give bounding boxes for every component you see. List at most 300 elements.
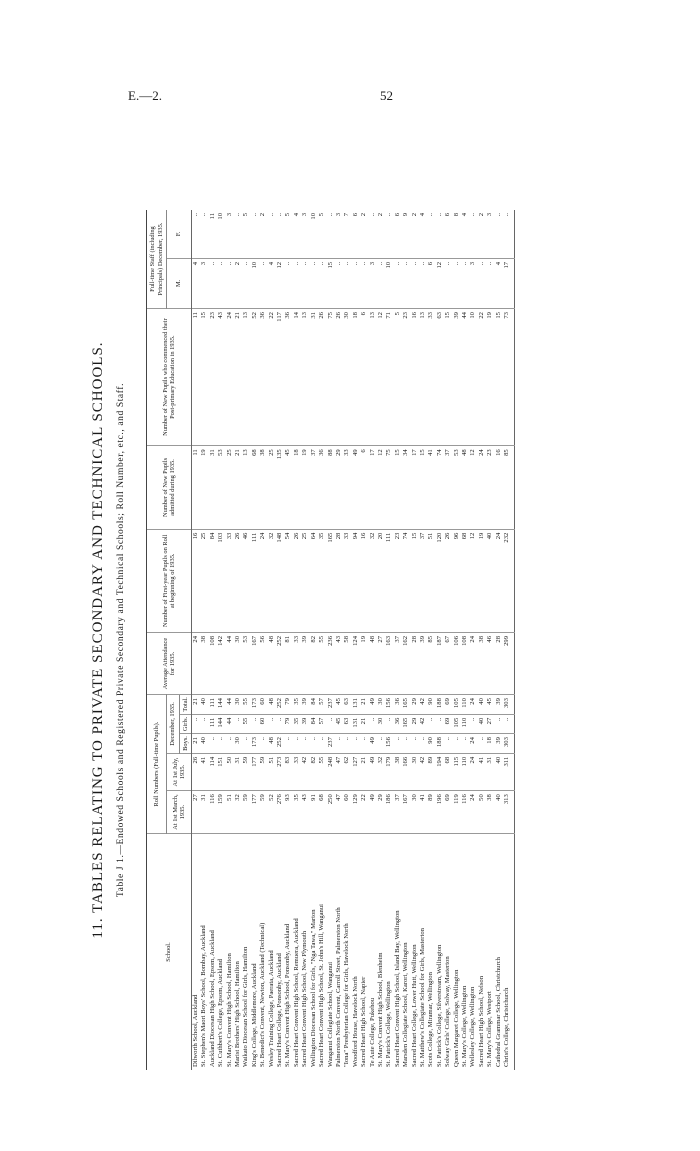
first-year-cell: 103 (217, 529, 225, 632)
dec-total-cell: 45 (486, 695, 494, 715)
roll-march-cell: 47 (335, 791, 343, 834)
staff-f-cell: 11 (209, 210, 217, 258)
dec-total-cell: 49 (369, 695, 377, 715)
attendance-cell: 44 (226, 632, 234, 694)
roll-july-cell: 59 (259, 753, 267, 790)
first-year-cell: 15 (411, 529, 419, 632)
roll-july-cell: 38 (394, 753, 402, 790)
first-year-cell: 32 (369, 529, 377, 632)
first-year-cell: 19 (478, 529, 486, 632)
dec-total-cell: 69 (444, 695, 452, 715)
table-row (444, 210, 452, 1070)
staff-m-cell: .. (419, 258, 427, 308)
dec-boys-cell: .. (242, 734, 250, 754)
table-subtitle: Table J 1.—Endowed Schools and Registered Private Secondary and Technical Schools; Roll Number, etc., and Staff. (116, 382, 126, 898)
roll-july-cell: 30 (411, 753, 419, 790)
new-pupils-cell: 25 (268, 446, 276, 529)
dec-girls-cell: .. (251, 714, 259, 733)
dec-total-cell: 39 (301, 695, 309, 715)
post-primary-cell: 26 (335, 309, 343, 446)
dec-boys-cell: 156 (385, 734, 393, 754)
attendance-cell: 39 (301, 632, 309, 694)
school-name-cell: St. Mary's Convent High School, Hamilton (225, 953, 233, 1067)
staff-f-cell: 10 (310, 210, 318, 258)
table-row (251, 210, 259, 1070)
header-staff-m: M. (167, 258, 192, 308)
new-pupils-cell: 12 (377, 446, 385, 529)
roll-march-cell: 40 (495, 791, 503, 834)
school-name-cell: Sacred Heart College, Ponsonby, Auckland (276, 953, 284, 1067)
dec-girls-cell: .. (503, 714, 515, 733)
dec-total-cell: 40 (478, 695, 486, 715)
dec-girls-cell: 63 (343, 714, 351, 733)
roll-march-cell: 29 (377, 791, 385, 834)
table-row (402, 210, 410, 1070)
dec-boys-cell: .. (259, 734, 267, 754)
first-year-cell: 33 (343, 529, 351, 632)
new-pupils-cell: 37 (444, 446, 452, 529)
school-name-cell: St. Benedict's Convent, Newton, Auckland (Technical) (259, 922, 267, 1067)
roll-july-cell: 89 (427, 753, 435, 790)
table-row (453, 210, 461, 1070)
roll-march-cell: 68 (318, 791, 326, 834)
roll-july-cell: 32 (377, 753, 385, 790)
staff-f-cell: 6 (352, 210, 360, 258)
staff-f-cell: 7 (343, 210, 351, 258)
roll-july-cell: 31 (234, 753, 242, 790)
post-primary-cell: 26 (318, 309, 326, 446)
attendance-cell: 37 (394, 632, 402, 694)
dec-girls-cell: 39 (301, 714, 309, 733)
dec-total-cell: 44 (226, 695, 234, 715)
dec-girls-cell: 21 (360, 714, 368, 733)
dec-boys-cell: 90 (427, 734, 435, 754)
school-name-cell: St. Cuthbert's College, Epsom, Auckland (217, 959, 225, 1067)
dec-boys-cell: 252 (276, 734, 284, 754)
dec-girls-cell: 42 (419, 714, 427, 733)
first-year-cell: 51 (427, 529, 435, 632)
table-row (394, 210, 402, 1070)
post-primary-cell: 31 (310, 309, 318, 446)
staff-m-cell: 4 (192, 258, 201, 308)
roll-march-cell: 276 (276, 791, 284, 834)
post-primary-cell: 5 (394, 309, 402, 446)
staff-f-cell: .. (436, 210, 444, 258)
dec-total-cell: 79 (284, 695, 292, 715)
staff-m-cell: 3 (469, 258, 477, 308)
staff-m-cell: .. (478, 258, 486, 308)
school-name-cell: Sacred Heart College, Lower Hutt, Wellington (410, 944, 418, 1067)
first-year-cell: 94 (352, 529, 360, 632)
dec-total-cell: 30 (234, 695, 242, 715)
dec-girls-cell: 45 (335, 714, 343, 733)
dec-boys-cell: 173 (251, 734, 259, 754)
dec-girls-cell: 57 (318, 714, 326, 733)
dec-total-cell: 252 (276, 695, 284, 715)
staff-m-cell: .. (293, 258, 301, 308)
dec-boys-cell: .. (360, 734, 368, 754)
attendance-cell: 48 (268, 632, 276, 694)
first-year-cell: 25 (301, 529, 309, 632)
school-name-cell: King's College, Middlemore, Auckland (250, 963, 258, 1067)
new-pupils-cell: 15 (419, 446, 427, 529)
attendance-cell: 28 (495, 632, 503, 694)
first-year-cell: 28 (335, 529, 343, 632)
post-primary-cell: 117 (276, 309, 284, 446)
roll-march-cell: 22 (360, 791, 368, 834)
staff-f-cell: .. (268, 210, 276, 258)
new-pupils-cell: 11 (192, 446, 201, 529)
roll-july-cell: 47 (335, 753, 343, 790)
new-pupils-cell: 41 (427, 446, 435, 529)
header-post-primary: Number of New Pupils who commenced their Post-primary Education in 1935. (147, 309, 192, 446)
roll-july-cell: 248 (327, 753, 335, 790)
table-row (310, 210, 318, 1070)
dec-total-cell: 35 (293, 695, 301, 715)
dec-boys-cell: 237 (327, 734, 335, 754)
attendance-cell: 162 (402, 632, 410, 694)
dec-girls-cell: 30 (377, 714, 385, 733)
roll-july-cell: 55 (318, 753, 326, 790)
roll-july-cell: 49 (369, 753, 377, 790)
first-year-cell: 37 (419, 529, 427, 632)
attendance-cell: 27 (377, 632, 385, 694)
post-primary-cell: 39 (453, 309, 461, 446)
post-primary-cell: 15 (200, 309, 208, 446)
dec-total-cell: 156 (385, 695, 393, 715)
dec-total-cell: 90 (427, 695, 435, 715)
dec-girls-cell: 131 (352, 714, 360, 733)
table-row (352, 210, 360, 1070)
staff-f-cell: 2 (259, 210, 267, 258)
staff-f-cell: 2 (478, 210, 486, 258)
table-row (503, 210, 515, 1070)
staff-m-cell: .. (360, 258, 368, 308)
roll-march-cell: 38 (486, 791, 494, 834)
dec-total-cell: 30 (377, 695, 385, 715)
post-primary-cell: 15 (495, 309, 503, 446)
attendance-cell: 299 (503, 632, 515, 694)
first-year-cell: 33 (226, 529, 234, 632)
staff-m-cell: 12 (276, 258, 284, 308)
roll-march-cell: 59 (259, 791, 267, 834)
roll-july-cell: 26 (192, 753, 201, 790)
staff-f-cell: .. (200, 210, 208, 258)
attendance-cell: 108 (209, 632, 217, 694)
dec-total-cell: 237 (327, 695, 335, 715)
dec-girls-cell: 27 (486, 714, 494, 733)
staff-f-cell: 4 (419, 210, 427, 258)
staff-m-cell: .. (217, 258, 225, 308)
dec-boys-cell: 30 (234, 734, 242, 754)
new-pupils-cell: 17 (369, 446, 377, 529)
staff-f-cell: 10 (217, 210, 225, 258)
dec-total-cell: 40 (200, 695, 208, 715)
school-name-cell: St. Mary's College, Wellington (461, 985, 468, 1067)
roll-july-cell: 127 (352, 753, 360, 790)
roll-july-cell: 42 (301, 753, 309, 790)
school-name-cell: St. Mary's Convent High School, Blenheim (376, 952, 384, 1067)
dec-girls-cell: 110 (461, 714, 469, 733)
dec-boys-cell: .. (461, 734, 469, 754)
roll-march-cell: 60 (343, 791, 351, 834)
staff-m-cell: .. (377, 258, 385, 308)
new-pupils-cell: 33 (343, 446, 351, 529)
post-primary-cell: 24 (226, 309, 234, 446)
header-staff-f: F. (167, 210, 192, 258)
new-pupils-cell: 12 (469, 446, 477, 529)
roll-march-cell: 93 (284, 791, 292, 834)
roll-march-cell: 177 (251, 791, 259, 834)
first-year-cell: 24 (495, 529, 503, 632)
roll-march-cell: 43 (301, 791, 309, 834)
dec-total-cell: 165 (402, 695, 410, 715)
attendance-cell: 56 (259, 632, 267, 694)
dec-girls-cell: .. (469, 714, 477, 733)
first-year-cell: 165 (327, 529, 335, 632)
table-row (419, 210, 427, 1070)
staff-f-cell: 2 (360, 210, 368, 258)
dec-girls-cell: 35 (293, 714, 301, 733)
dec-girls-cell: .. (385, 714, 393, 733)
staff-f-cell: .. (469, 210, 477, 258)
roll-july-cell: 83 (284, 753, 292, 790)
dec-girls-cell: .. (436, 714, 444, 733)
header-girls: Girls. (179, 714, 192, 733)
staff-f-cell: 2 (377, 210, 385, 258)
roll-july-cell: 41 (478, 753, 486, 790)
post-primary-cell: 22 (268, 309, 276, 446)
new-pupils-cell: 16 (495, 446, 503, 529)
new-pupils-cell: 45 (284, 446, 292, 529)
staff-f-cell: 5 (242, 210, 250, 258)
dec-total-cell: 144 (217, 695, 225, 715)
new-pupils-cell: 48 (461, 446, 469, 529)
roll-july-cell: 21 (360, 753, 368, 790)
new-pupils-cell: 53 (217, 446, 225, 529)
dec-girls-cell: .. (327, 714, 335, 733)
first-year-cell: 32 (268, 529, 276, 632)
dec-total-cell: 111 (209, 695, 217, 715)
roll-july-cell: 24 (469, 753, 477, 790)
dec-girls-cell: 29 (411, 714, 419, 733)
attendance-cell: 46 (486, 632, 494, 694)
roll-july-cell: 311 (503, 753, 515, 790)
school-name-cell: St. Matthew's Collegiate School for Girls, Masterton (418, 928, 426, 1067)
attendance-cell: 81 (284, 632, 292, 694)
school-name-cell: Marsden Collegiate School, Karori, Wellington (402, 942, 410, 1067)
school-name-cell: Sacred Heart High School, Nelson (477, 975, 485, 1067)
dec-total-cell: 173 (251, 695, 259, 715)
school-name-cell: Cathedral Grammar School, Christchurch (494, 957, 502, 1067)
attendance-cell: 43 (335, 632, 343, 694)
first-year-cell: 111 (385, 529, 393, 632)
dec-boys-cell: 40 (200, 734, 208, 754)
table-row (486, 210, 494, 1070)
roll-march-cell: 186 (385, 791, 393, 834)
attendance-cell: 106 (453, 632, 461, 694)
post-primary-cell: 63 (436, 309, 444, 446)
table-row (276, 210, 284, 1070)
dec-girls-cell: 84 (310, 714, 318, 733)
dec-boys-cell: 49 (369, 734, 377, 754)
table-row (200, 210, 208, 1070)
staff-f-cell: 4 (461, 210, 469, 258)
roll-march-cell: 51 (226, 791, 234, 834)
dec-girls-cell: .. (495, 714, 503, 733)
dec-boys-cell: .. (453, 734, 461, 754)
school-name-cell: Auckland Diocesan High School, Epsom, Auckland (208, 930, 216, 1067)
roll-march-cell: 37 (394, 791, 402, 834)
dec-boys-cell: .. (402, 734, 410, 754)
table-row (461, 210, 469, 1070)
school-name-cell: Wesley Training College, Paerata, Auckland (267, 950, 275, 1067)
dec-boys-cell: .. (318, 734, 326, 754)
new-pupils-cell: 19 (200, 446, 208, 529)
dec-boys-cell: .. (411, 734, 419, 754)
table-row (192, 210, 201, 1070)
roll-july-cell: 68 (444, 753, 452, 790)
school-name-cell: Sacred Heart Convent High School, New Plymouth (301, 930, 309, 1067)
first-year-cell: 64 (310, 529, 318, 632)
dec-boys-cell: 18 (486, 734, 494, 754)
first-year-cell: 46 (242, 529, 250, 632)
staff-f-cell: .. (234, 210, 242, 258)
dec-boys-cell: .. (301, 734, 309, 754)
roll-march-cell: 27 (192, 791, 201, 834)
attendance-cell: 124 (352, 632, 360, 694)
school-name-cell: Marist Brothers' High School, Hamilton (234, 961, 242, 1067)
school-name-cell: Te Aute College, Pukehou (368, 997, 376, 1067)
dec-boys-cell: .. (394, 734, 402, 754)
staff-f-cell: 8 (453, 210, 461, 258)
new-pupils-cell: 74 (436, 446, 444, 529)
dec-girls-cell: 40 (478, 714, 486, 733)
post-primary-cell: 33 (427, 309, 435, 446)
dec-boys-cell: .. (419, 734, 427, 754)
table-row (301, 210, 309, 1070)
dec-girls-cell: 60 (259, 714, 267, 733)
staff-m-cell: .. (352, 258, 360, 308)
first-year-cell: 111 (251, 529, 259, 632)
roll-july-cell: 194 (436, 753, 444, 790)
staff-f-cell: 6 (394, 210, 402, 258)
post-primary-cell: 23 (209, 309, 217, 446)
table-row (318, 210, 326, 1070)
staff-f-cell: 3 (301, 210, 309, 258)
new-pupils-cell: 36 (318, 446, 326, 529)
roll-march-cell: 119 (453, 791, 461, 834)
new-pupils-cell: 18 (293, 446, 301, 529)
dec-total-cell: 21 (192, 695, 201, 715)
new-pupils-cell: 88 (327, 446, 335, 529)
header-new-pupils: Number of New Pupils admitted during 1935. (147, 446, 192, 529)
staff-f-cell: .. (327, 210, 335, 258)
roll-march-cell: 69 (444, 791, 452, 834)
roll-july-cell: 31 (486, 753, 494, 790)
first-year-cell: 120 (436, 529, 444, 632)
dec-boys-cell: .. (293, 734, 301, 754)
staff-f-cell: 2 (411, 210, 419, 258)
new-pupils-cell: 68 (251, 446, 259, 529)
new-pupils-cell: 19 (301, 446, 309, 529)
staff-m-cell: .. (310, 258, 318, 308)
table-row (369, 210, 377, 1070)
post-primary-cell: 23 (402, 309, 410, 446)
first-year-cell: 68 (461, 529, 469, 632)
staff-f-cell: 6 (444, 210, 452, 258)
dec-girls-cell: .. (427, 714, 435, 733)
roll-july-cell: 41 (200, 753, 208, 790)
roll-march-cell: 32 (234, 791, 242, 834)
attendance-cell: 236 (327, 632, 335, 694)
staff-f-cell: .. (503, 210, 515, 258)
school-name-cell: Sacred Heart Convent High School, Remuera, Auckland (292, 918, 300, 1067)
attendance-cell: 28 (411, 632, 419, 694)
post-primary-cell: 44 (461, 309, 469, 446)
staff-f-cell: 3 (335, 210, 343, 258)
header-first-year: Number of First-year Pupils on Roll at beginning of 1935. (147, 529, 192, 632)
staff-f-cell: .. (427, 210, 435, 258)
dec-total-cell: 48 (268, 695, 276, 715)
staff-f-cell: .. (495, 210, 503, 258)
roll-march-cell: 49 (369, 791, 377, 834)
first-year-cell: 26 (234, 529, 242, 632)
staff-m-cell: .. (209, 258, 217, 308)
dec-girls-cell: .. (276, 714, 284, 733)
new-pupils-cell: 23 (486, 446, 494, 529)
staff-m-cell: .. (284, 258, 292, 308)
school-name-cell: Dilworth School, Auckland (192, 994, 199, 1067)
first-year-cell: 96 (453, 529, 461, 632)
attendance-cell: 67 (444, 632, 452, 694)
new-pupils-cell: 29 (335, 446, 343, 529)
first-year-cell: 25 (200, 529, 208, 632)
first-year-cell: 26 (444, 529, 452, 632)
school-name-cell: Solway Girls' College, Solway, Masterton (444, 956, 452, 1067)
attendance-cell: 55 (318, 632, 326, 694)
dec-total-cell: 188 (436, 695, 444, 715)
attendance-cell: 53 (242, 632, 250, 694)
staff-m-cell: .. (242, 258, 250, 308)
table-row (478, 210, 486, 1070)
staff-f-cell: .. (192, 210, 201, 258)
school-name-cell: Scots College, Miramar, Wellington (427, 972, 435, 1067)
post-primary-cell: 13 (242, 309, 250, 446)
roll-march-cell: 250 (327, 791, 335, 834)
school-name-cell: St. Mary's College, Westport (486, 991, 494, 1067)
new-pupils-cell: 15 (394, 446, 402, 529)
roll-march-cell: 129 (352, 791, 360, 834)
school-name-cell: Woodford House, Havelock North (351, 976, 359, 1067)
post-primary-cell: 16 (411, 309, 419, 446)
post-primary-cell: 36 (284, 309, 292, 446)
school-name-cell: St. Patrick's College, Silverstream, Wellington (435, 944, 443, 1067)
first-year-cell: 84 (209, 529, 217, 632)
post-primary-cell: 15 (444, 309, 452, 446)
new-pupils-cell: 49 (352, 446, 360, 529)
table-row (469, 210, 477, 1070)
staff-m-cell: 10 (385, 258, 393, 308)
table-row (293, 210, 301, 1070)
staff-m-cell: .. (402, 258, 410, 308)
dec-total-cell: 21 (360, 695, 368, 715)
first-year-cell: 74 (402, 529, 410, 632)
attendance-cell: 252 (276, 632, 284, 694)
post-primary-cell: 71 (385, 309, 393, 446)
dec-total-cell: 60 (259, 695, 267, 715)
staff-m-cell: .. (444, 258, 452, 308)
